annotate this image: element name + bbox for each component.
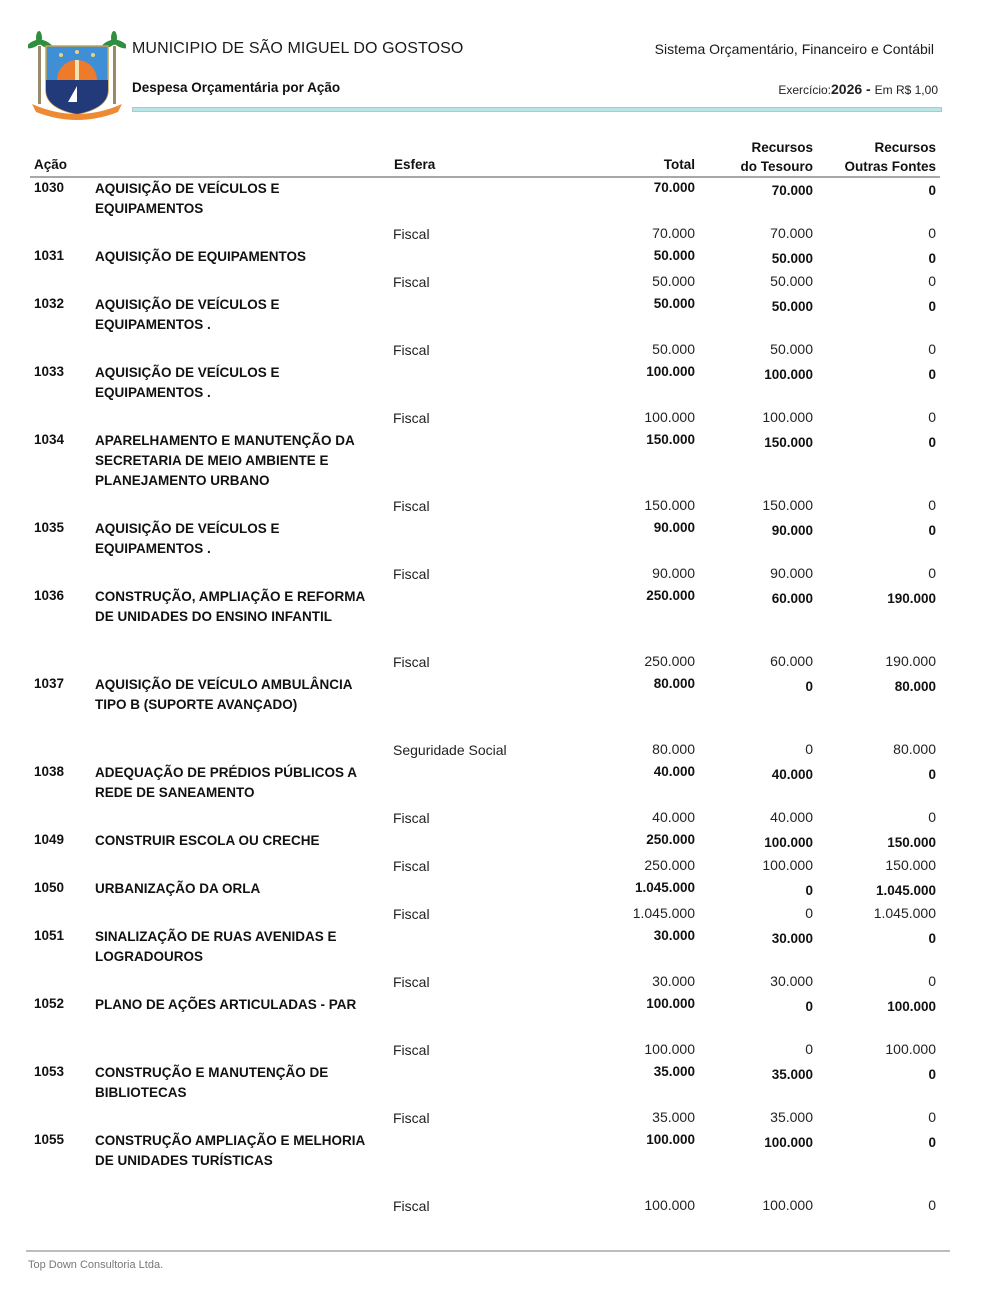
acao-description: AQUISIÇÃO DE VEÍCULOS E EQUIPAMENTOS .	[95, 521, 280, 556]
acao-code: 1033	[34, 364, 65, 379]
table-row-esfera	[30, 803, 940, 830]
esfera-total: 100.000	[644, 1197, 695, 1213]
acao-code: 1034	[34, 432, 65, 447]
acao-total: 50.000	[653, 296, 695, 311]
esfera-recursos-outras-fontes: 0	[928, 809, 936, 825]
exercicio-year: 2026	[831, 81, 863, 97]
table-row-esfera	[30, 267, 940, 294]
acao-code: 1055	[34, 1132, 65, 1147]
column-header-total: Total	[663, 157, 695, 172]
table-header	[30, 134, 940, 178]
acao-total: 50.000	[653, 248, 695, 263]
table-row-acao	[30, 246, 940, 267]
esfera-recursos-tesouro: 100.000	[762, 409, 813, 425]
table-row-esfera	[30, 335, 940, 362]
table-row-acao	[30, 294, 940, 335]
acao-total: 80.000	[653, 676, 695, 691]
acao-description: ADEQUAÇÃO DE PRÉDIOS PÚBLICOS A REDE DE SANEAMENTO	[95, 765, 357, 800]
acao-recursos-outras-fontes: 190.000	[887, 591, 936, 606]
currency-note: Em R$ 1,00	[874, 83, 938, 97]
column-header-line: Recursos	[874, 140, 936, 155]
acao-total: 100.000	[646, 996, 695, 1011]
acao-code: 1036	[34, 588, 65, 603]
esfera-recursos-outras-fontes: 0	[928, 1197, 936, 1213]
header-divider	[132, 107, 942, 112]
esfera-total: 100.000	[644, 409, 695, 425]
esfera-name: Fiscal	[393, 1110, 430, 1126]
esfera-total: 40.000	[652, 809, 695, 825]
table-row-acao	[30, 178, 940, 219]
exercicio-label: Exercício:	[778, 83, 832, 97]
acao-recursos-outras-fontes: 150.000	[887, 835, 936, 850]
acao-recursos-tesouro: 0	[805, 883, 813, 898]
table-row-acao	[30, 430, 940, 491]
esfera-name: Fiscal	[393, 342, 430, 358]
esfera-total: 70.000	[652, 225, 695, 241]
table-row-esfera	[30, 735, 940, 762]
acao-code: 1051	[34, 928, 65, 943]
acao-description: CONSTRUIR ESCOLA OU CRECHE	[95, 833, 320, 848]
municipal-coat-of-arms-icon	[28, 28, 126, 122]
table-row-acao	[30, 830, 940, 851]
esfera-total: 30.000	[652, 973, 695, 989]
table-row-esfera	[30, 647, 940, 674]
acao-total: 30.000	[653, 928, 695, 943]
esfera-recursos-outras-fontes: 0	[928, 341, 936, 357]
esfera-recursos-tesouro: 60.000	[770, 653, 813, 669]
acao-total: 100.000	[646, 364, 695, 379]
acao-recursos-outras-fontes: 1.045.000	[875, 883, 936, 898]
acao-code: 1032	[34, 296, 65, 311]
esfera-recursos-outras-fontes: 80.000	[893, 741, 936, 757]
esfera-recursos-outras-fontes: 0	[928, 409, 936, 425]
acao-total: 250.000	[646, 832, 695, 847]
esfera-recursos-tesouro: 40.000	[770, 809, 813, 825]
esfera-name: Fiscal	[393, 226, 430, 242]
column-header-line: Recursos	[751, 140, 813, 155]
esfera-recursos-outras-fontes: 0	[928, 565, 936, 581]
acao-recursos-outras-fontes: 100.000	[887, 999, 936, 1014]
esfera-recursos-outras-fontes: 1.045.000	[873, 905, 936, 921]
acao-recursos-tesouro: 0	[805, 679, 813, 694]
acao-total: 1.045.000	[634, 880, 695, 895]
esfera-total: 1.045.000	[632, 905, 695, 921]
acao-recursos-outras-fontes: 0	[928, 299, 936, 314]
esfera-recursos-tesouro: 100.000	[762, 1197, 813, 1213]
table-row-acao	[30, 994, 940, 1035]
esfera-total: 100.000	[644, 1041, 695, 1057]
acao-recursos-tesouro: 100.000	[764, 1135, 813, 1150]
esfera-recursos-outras-fontes: 0	[928, 1109, 936, 1125]
acao-total: 40.000	[653, 764, 695, 779]
esfera-total: 80.000	[652, 741, 695, 757]
acao-description: AQUISIÇÃO DE EQUIPAMENTOS	[95, 249, 307, 264]
table-row-esfera	[30, 967, 940, 994]
esfera-total: 250.000	[644, 653, 695, 669]
acao-description: APARELHAMENTO E MANUTENÇÃO DA SECRETARIA DE MEIO AMBIENTE E PLANEJAMENTO URBANO	[95, 433, 355, 488]
esfera-name: Fiscal	[393, 410, 430, 426]
esfera-recursos-tesouro: 50.000	[770, 341, 813, 357]
esfera-name: Fiscal	[393, 1042, 430, 1058]
esfera-name: Seguridade Social	[393, 742, 507, 758]
esfera-recursos-outras-fontes: 0	[928, 497, 936, 513]
table-row-acao	[30, 586, 940, 647]
column-header-esfera: Esfera	[394, 157, 436, 172]
column-header-line: Outras Fontes	[844, 159, 936, 174]
acao-description: CONSTRUÇÃO E MANUTENÇÃO DE BIBLIOTECAS	[95, 1065, 329, 1100]
table-row-acao	[30, 518, 940, 559]
esfera-name: Fiscal	[393, 906, 430, 922]
esfera-name: Fiscal	[393, 1198, 430, 1214]
acao-recursos-outras-fontes: 0	[928, 523, 936, 538]
acao-total: 35.000	[653, 1064, 695, 1079]
acao-recursos-outras-fontes: 0	[928, 367, 936, 382]
acao-description: SINALIZAÇÃO DE RUAS AVENIDAS E LOGRADOUROS	[95, 929, 337, 964]
table-row-esfera	[30, 559, 940, 586]
esfera-total: 150.000	[644, 497, 695, 513]
acao-total: 250.000	[646, 588, 695, 603]
esfera-recursos-outras-fontes: 190.000	[885, 653, 936, 669]
table-row-esfera	[30, 851, 940, 878]
acao-description: AQUISIÇÃO DE VEÍCULOS E EQUIPAMENTOS	[95, 181, 280, 216]
esfera-recursos-outras-fontes: 0	[928, 273, 936, 289]
acao-recursos-outras-fontes: 0	[928, 931, 936, 946]
acao-recursos-tesouro: 0	[805, 999, 813, 1014]
esfera-recursos-tesouro: 70.000	[770, 225, 813, 241]
column-header-acao: Ação	[34, 157, 68, 172]
report-title: Despesa Orçamentária por Ação	[132, 80, 341, 95]
esfera-recursos-outras-fontes: 150.000	[885, 857, 936, 873]
acao-recursos-tesouro: 70.000	[771, 183, 813, 198]
esfera-recursos-tesouro: 50.000	[770, 273, 813, 289]
system-name: Sistema Orçamentário, Financeiro e Contábil	[654, 41, 934, 57]
table-row-acao	[30, 1062, 940, 1103]
table-row-acao	[30, 1130, 940, 1191]
column-header-recursos-tesouro	[741, 138, 814, 176]
acao-recursos-tesouro: 50.000	[771, 251, 813, 266]
acao-recursos-tesouro: 35.000	[771, 1067, 813, 1082]
exercicio-info	[778, 81, 938, 97]
table-body	[30, 178, 940, 1218]
municipality-name: MUNICIPIO DE SÃO MIGUEL DO GOSTOSO	[132, 40, 464, 57]
table-row-acao	[30, 362, 940, 403]
esfera-total: 90.000	[652, 565, 695, 581]
column-header-recursos-outras	[844, 138, 936, 176]
esfera-recursos-tesouro: 30.000	[770, 973, 813, 989]
footer-company: Top Down Consultoria Ltda.	[28, 1259, 164, 1271]
column-header-line: do Tesouro	[740, 159, 813, 174]
acao-recursos-tesouro: 150.000	[764, 435, 813, 450]
acao-recursos-outras-fontes: 0	[928, 1067, 936, 1082]
acao-recursos-tesouro: 100.000	[764, 367, 813, 382]
esfera-name: Fiscal	[393, 566, 430, 582]
acao-code: 1031	[34, 248, 65, 263]
table-row-acao	[30, 674, 940, 735]
acao-recursos-outras-fontes: 80.000	[894, 679, 936, 694]
table-row-esfera	[30, 1103, 940, 1130]
acao-description: AQUISIÇÃO DE VEÍCULO AMBULÂNCIA TIPO B (SUPORTE AVANÇADO)	[95, 677, 353, 712]
esfera-recursos-tesouro: 90.000	[770, 565, 813, 581]
acao-recursos-tesouro: 60.000	[771, 591, 813, 606]
acao-code: 1038	[34, 764, 65, 779]
exercicio-separator: -	[862, 81, 875, 97]
footer-divider	[26, 1250, 950, 1252]
esfera-total: 50.000	[652, 273, 695, 289]
esfera-recursos-outras-fontes: 100.000	[885, 1041, 936, 1057]
acao-description: CONSTRUÇÃO AMPLIAÇÃO E MELHORIA DE UNIDADES TURÍSTICAS	[95, 1133, 365, 1168]
acao-description: AQUISIÇÃO DE VEÍCULOS E EQUIPAMENTOS .	[95, 297, 280, 332]
acao-code: 1037	[34, 676, 65, 691]
acao-recursos-outras-fontes: 0	[928, 767, 936, 782]
acao-total: 150.000	[646, 432, 695, 447]
acao-recursos-outras-fontes: 0	[928, 435, 936, 450]
acao-recursos-tesouro: 50.000	[771, 299, 813, 314]
table-row-esfera	[30, 1035, 940, 1062]
table-row-esfera	[30, 1191, 940, 1218]
esfera-name: Fiscal	[393, 858, 430, 874]
esfera-name: Fiscal	[393, 498, 430, 514]
esfera-total: 50.000	[652, 341, 695, 357]
acao-recursos-outras-fontes: 0	[928, 183, 936, 198]
esfera-name: Fiscal	[393, 654, 430, 670]
table-row-acao	[30, 762, 940, 803]
acao-total: 90.000	[653, 520, 695, 535]
esfera-total: 250.000	[644, 857, 695, 873]
table-row-esfera	[30, 219, 940, 246]
acao-code: 1030	[34, 180, 65, 195]
acao-description: CONSTRUÇÃO, AMPLIAÇÃO E REFORMA DE UNIDADES DO ENSINO INFANTIL	[95, 589, 365, 624]
esfera-name: Fiscal	[393, 974, 430, 990]
esfera-recursos-outras-fontes: 0	[928, 973, 936, 989]
acao-description: AQUISIÇÃO DE VEÍCULOS E EQUIPAMENTOS .	[95, 365, 280, 400]
acao-total: 100.000	[646, 1132, 695, 1147]
esfera-recursos-outras-fontes: 0	[928, 225, 936, 241]
acao-description: PLANO DE AÇÕES ARTICULADAS - PAR	[95, 997, 357, 1012]
acao-code: 1053	[34, 1064, 65, 1079]
esfera-recursos-tesouro: 100.000	[762, 857, 813, 873]
table-row-esfera	[30, 403, 940, 430]
table-row-acao	[30, 878, 940, 899]
acao-recursos-tesouro: 30.000	[771, 931, 813, 946]
acao-recursos-tesouro: 40.000	[771, 767, 813, 782]
esfera-recursos-tesouro: 0	[805, 741, 813, 757]
acao-description: URBANIZAÇÃO DA ORLA	[95, 881, 261, 896]
acao-recursos-tesouro: 100.000	[764, 835, 813, 850]
acao-code: 1035	[34, 520, 65, 535]
esfera-name: Fiscal	[393, 274, 430, 290]
table-row-esfera	[30, 491, 940, 518]
esfera-recursos-tesouro: 150.000	[762, 497, 813, 513]
acao-code: 1050	[34, 880, 65, 895]
acao-recursos-outras-fontes: 0	[928, 251, 936, 266]
acao-recursos-outras-fontes: 0	[928, 1135, 936, 1150]
acao-code: 1052	[34, 996, 65, 1011]
esfera-total: 35.000	[652, 1109, 695, 1125]
acao-code: 1049	[34, 832, 65, 847]
esfera-recursos-tesouro: 35.000	[770, 1109, 813, 1125]
esfera-name: Fiscal	[393, 810, 430, 826]
esfera-recursos-tesouro: 0	[805, 1041, 813, 1057]
esfera-recursos-tesouro: 0	[805, 905, 813, 921]
table-row-acao	[30, 926, 940, 967]
acao-total: 70.000	[653, 180, 695, 195]
table-row-esfera	[30, 899, 940, 926]
acao-recursos-tesouro: 90.000	[771, 523, 813, 538]
